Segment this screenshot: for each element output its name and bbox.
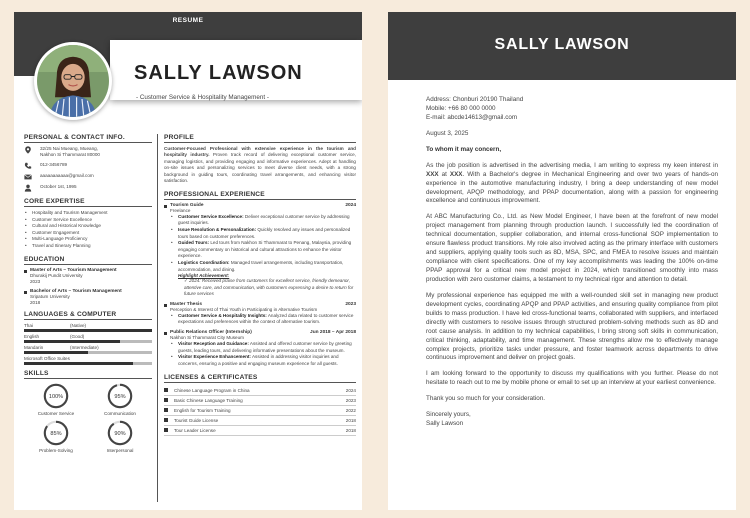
experience-year: Jun 2018 – Apr 2018 xyxy=(310,330,356,336)
contact-email-row xyxy=(24,173,152,181)
skill-item xyxy=(88,382,152,416)
license-year: 2024 xyxy=(345,387,356,393)
skill-name: Interpersonal xyxy=(106,448,134,454)
licenses-list xyxy=(164,386,356,436)
user-icon xyxy=(24,184,34,192)
skills-grid xyxy=(24,382,152,456)
experience-item xyxy=(164,330,356,368)
license-year: 2018 xyxy=(345,427,356,433)
language-name: Mandarin xyxy=(24,345,44,351)
experience-sub: Nakhon Si Thammarat City Museum xyxy=(170,335,244,341)
letter-date: August 3, 2025 xyxy=(426,129,469,137)
language-name: Microsoft Office Suites xyxy=(24,356,70,362)
contact-email: aaaaaaaaaaa@gmail.com xyxy=(40,172,94,178)
contact-phone: 012-3456789 xyxy=(40,161,68,167)
license-row xyxy=(164,386,356,396)
letter-closing: Sincerely yours, xyxy=(426,411,471,419)
license-row xyxy=(164,426,356,436)
education-school: Dhurakij Pundit University xyxy=(30,272,83,278)
skill-name: Communication xyxy=(104,411,136,417)
skills-title: SKILLS xyxy=(24,370,152,379)
resume-right-column xyxy=(164,134,356,436)
profile-lead: Customer-Focused Professional with extensive experience in the tourism and hospitality industry. xyxy=(164,146,356,158)
letter-name: SALLY LAWSON xyxy=(494,36,630,53)
letter-paragraph: My professional experience has equipped me with a well-rounded skill set in managing new product development cycles, coordinating APQP and PPAP activities, and ensuring quality compliance from pilot builds to mass production. I have led cross-functional teams, collaborated with suppliers, and interfaced directly with customers to resolve issues through structured problem-solving methods such as 8D and root cause analysis. In addition to my technical capabilities, I bring strong soft skills in communication, critical thinking, adaptability, and time management. These strengths allow me to effectively manage complex projects, prioritize tasks under pressure, and foster teamwork across departments to drive continuous improvement and deliver on project goals. xyxy=(426,291,718,362)
core-item: • Cultural and Historical Knowledge xyxy=(24,223,152,230)
education-year: 2023 xyxy=(30,279,41,285)
experience-role: Tourism Guide xyxy=(170,202,204,208)
language-level: (Good) xyxy=(70,334,85,340)
licenses-title: LICENSES & CERTIFICATES xyxy=(164,374,356,383)
language-bar xyxy=(24,351,152,354)
skill-name: Problem-Solving xyxy=(39,448,73,454)
core-item: • Customer Service Excellence xyxy=(24,217,152,224)
language-bar xyxy=(24,329,152,332)
experience-bullet: • Issue Resolution & Personalization: Quickly resolved any issues and personalized tours based on customer preferences. xyxy=(170,227,356,240)
letter-paragraph: As the job position is advertised in the advertising media, I am writing to express my keen interest in XXX at XXX. With a Bachelor's degree in Mechanical Engineering and over two years of hands-on experience in the automotive manufacturing industry, I bring a deep understanding of new model development, APQP methodology, and PPAP documentation, along with a passion for engineering excellence and continuous improvement. xyxy=(426,161,718,205)
experience-bullet: • Visitor Reception and Guidance: Assisted and offered customer service by greeting guests, leading tours, and delivering informative presentations about the museum. xyxy=(170,341,356,354)
resume-name: SALLY LAWSON xyxy=(134,62,303,84)
profile-summary xyxy=(164,146,356,185)
achievement-title: Highlight Achievement: xyxy=(178,273,230,279)
license-name: Basic Chinese Language Training xyxy=(174,397,243,403)
language-name: English xyxy=(24,334,40,340)
license-year: 2023 xyxy=(345,397,356,403)
language-bar xyxy=(24,362,152,365)
letter-paragraph: I am looking forward to the opportunity to discuss my qualifications with you further. Please do not hesitate to reach out to me by mobile phone or email to set up an interview at your earliest convenience. xyxy=(426,370,718,387)
language-level: (Native) xyxy=(70,323,87,329)
profile-title: PROFILE xyxy=(164,134,356,143)
skill-percent: 95% xyxy=(114,394,126,401)
language-bar-fill xyxy=(24,340,120,343)
skill-ring xyxy=(106,382,134,410)
core-list xyxy=(24,210,152,250)
cover-letter-page xyxy=(388,12,736,510)
experience-role: Master Thesis xyxy=(170,301,202,307)
letter-signoff xyxy=(426,411,718,429)
experience-sub: Perception & Interest of Thai Youth in Participating in Alternative Tourism xyxy=(170,306,318,312)
experience-year: 2023 xyxy=(345,301,356,307)
core-item: • Travel and Itinerary Planning xyxy=(24,243,152,250)
experience-bullet: • Customer Service & Hospitality Insights: Analyzed data related to customer service expectations and preferences within the context of alternative tourism. xyxy=(170,313,356,326)
experience-year: 2024 xyxy=(345,202,356,208)
contact-address: 32/25 Nai Mueang, Mueang, Nakhon Si Thammarat 80000 xyxy=(40,146,100,158)
resume-header-label: RESUME xyxy=(14,12,362,30)
skill-percent: 90% xyxy=(114,431,126,438)
experience-bullet: • Guided Tours: Led tours from Nakhon Si Thammarat to Penang, Malaysia, providing engaging commentary on historical and cultural attractions to enhance the visitor experience. xyxy=(170,240,356,260)
letter-email: E-mail: abcde14613@gmail.com xyxy=(426,113,518,121)
profile-text: Proven track record of delivering exceptional customer service, managing logistics, and providing engaging and informative experiences. Adept at handling on-site issues and personalizing services to meet diverse client needs, with a strong background in guiding tours, coordinating travel arrangements, and enhancing visitor satisfaction. xyxy=(164,152,356,184)
education-item xyxy=(24,268,152,286)
contact-birthday: October 1st, 1995 xyxy=(40,183,77,189)
letter-body xyxy=(426,96,718,436)
education-item xyxy=(24,289,152,307)
language-name: Thai xyxy=(24,323,33,329)
skill-ring xyxy=(42,382,70,410)
skill-item xyxy=(88,419,152,453)
license-name: Chinese Language Program in China xyxy=(174,387,250,393)
letter-contact xyxy=(426,96,718,123)
resume-left-column xyxy=(24,134,152,456)
achievement-text: ✓ 2024: Received praise from customers for excellent service, friendly demeanor, attentive care, and communication, with customers expressing a desire to return for future services xyxy=(184,278,354,297)
license-name: English for Tourism Training xyxy=(174,407,231,413)
language-row xyxy=(24,323,152,332)
contact-phone-row xyxy=(24,162,152,170)
letter-paragraph: At ABC Manufacturing Co., Ltd. as New Model Engineer, I have been at the forefront of new model project management from planning through production launch. I successfully led the coordination of technical documentation, supplier collaboration, and internal cross-functional SOP implementation to ensure flawless product transitions. My role also involved acting as the primary interface with customers and suppliers, applying quality tools such as 8D, MSA, SPC, and FMEA to resolve issues and maintain compliance with client specifications. One of my key accomplishments was leading the 100% on-time PPAP approval for a critical new model project in 2024, which transitioned smoothly into mass production with zero customer claims, a testament to my technical rigor and attention to detail. xyxy=(426,213,718,283)
core-title: CORE EXPERTISE xyxy=(24,198,152,207)
license-row xyxy=(164,406,356,416)
education-school: Sripatum University xyxy=(30,293,70,299)
contact-birthday-row xyxy=(24,184,152,192)
resume-page xyxy=(14,12,362,510)
skill-percent: 100% xyxy=(48,394,64,401)
skill-percent: 85% xyxy=(50,431,62,438)
letter-salutation: To whom it may concern, xyxy=(426,145,502,153)
experience-role: Public Relations Officer (Internship) xyxy=(170,330,252,336)
language-row xyxy=(24,345,152,354)
core-item: • Customer Engagement xyxy=(24,230,152,237)
language-bar xyxy=(24,340,152,343)
skill-item xyxy=(24,382,88,416)
experience-item xyxy=(164,302,356,326)
language-row xyxy=(24,356,152,365)
core-item: • Multi-Language Proficiency xyxy=(24,236,152,243)
license-row xyxy=(164,416,356,426)
experience-bullet: • Logistics Coordination: Managed travel arrangements, including transportation, accommodation, and dining. xyxy=(170,260,356,273)
experience-bullet: • Visitor Experience Enhancement: Assisted in addressing visitor inquiries and concerns, ensuring a positive and engaging museum experience for all guests. xyxy=(170,354,356,367)
experience-title: PROFESSIONAL EXPERIENCE xyxy=(164,191,356,200)
education-title: EDUCATION xyxy=(24,256,152,265)
license-row xyxy=(164,396,356,406)
language-bar-fill xyxy=(24,329,152,332)
license-name: Tourist Guide License xyxy=(174,417,219,423)
education-degree: Master of Arts – Tourism Management xyxy=(30,267,117,273)
letter-address: Address: Chonburi 20190 Thailand xyxy=(426,96,524,103)
language-bar-fill xyxy=(24,351,88,354)
language-level: (Intermediate) xyxy=(70,345,99,351)
license-year: 2022 xyxy=(345,407,356,413)
email-icon xyxy=(24,173,34,181)
resume-tagline: - Customer Service & Hospitality Management - xyxy=(136,94,269,101)
core-item: • Hospitality and Tourism Management xyxy=(24,210,152,217)
skill-item xyxy=(24,419,88,453)
education-degree: Bachelor of Arts – Tourism Management xyxy=(30,288,122,294)
letter-signature: Sally Lawson xyxy=(426,420,464,428)
skill-ring xyxy=(106,419,134,447)
column-divider xyxy=(157,134,158,502)
license-year: 2018 xyxy=(345,417,356,423)
contact-title: PERSONAL & CONTACT INFO. xyxy=(24,134,152,143)
skill-name: Customer Service xyxy=(37,411,75,417)
license-name: Tour Leader License xyxy=(174,427,216,433)
experience-sub: Freelance xyxy=(170,207,191,213)
location-pin-icon xyxy=(24,146,34,154)
language-row xyxy=(24,334,152,343)
languages-title: LANGUAGES & COMPUTER xyxy=(24,311,152,320)
language-bar-fill xyxy=(24,362,133,365)
profile-photo xyxy=(34,42,112,120)
letter-mobile: Mobile: +66 80 000 0000 xyxy=(426,104,496,112)
education-year: 2018 xyxy=(30,300,41,306)
letter-paragraph: Thank you so much for your consideration. xyxy=(426,395,546,403)
contact-address-row xyxy=(24,146,152,159)
experience-bullet: • Customer Service Excellence: Deliver exceptional customer service by addressing guest inquiries. xyxy=(170,214,356,227)
skill-ring xyxy=(42,419,70,447)
languages-list xyxy=(24,323,152,365)
experience-item xyxy=(164,203,356,298)
phone-icon xyxy=(24,162,34,170)
